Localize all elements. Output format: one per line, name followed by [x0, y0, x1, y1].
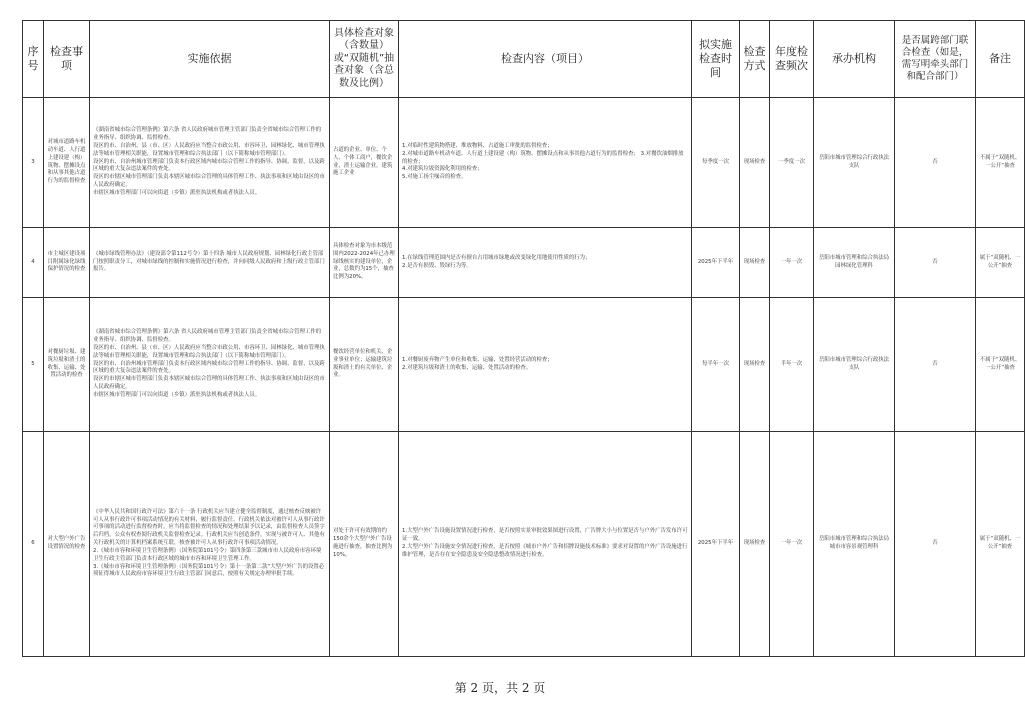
page-footer: 第 2 页，共 2 页 [454, 681, 546, 695]
table-row [23, 432, 1025, 657]
cell-frequency: 一年一次 [770, 432, 814, 657]
header-frequency: 年度检查频次 [770, 21, 814, 98]
cell-time: 每季度一次 [692, 98, 740, 228]
cell-no: 4 [23, 228, 44, 298]
cell-time: 2025年下半年 [692, 432, 740, 657]
header-method: 检查方式 [740, 21, 770, 98]
header-object: 具体检查对象（含数量）或“双随机”抽查对象（含总数及比例） [330, 21, 399, 98]
header-time: 拟实施检查时间 [692, 21, 740, 98]
cell-organization: 岳阳市城市管理综合行政执法支队 [814, 298, 895, 432]
cell-object: 对处于许可有效期的约150余个大型户外广告设施进行抽查，抽查比例为10%。 [330, 432, 399, 657]
cell-joint: 否 [895, 432, 976, 657]
header-no: 序号 [23, 21, 44, 98]
header-row [23, 21, 1025, 98]
cell-organization: 岳阳市城市管理综合行政执法支队 [814, 98, 895, 228]
cell-organization: 岳阳市城市管理和综合执法局城市市容景观管理科 [814, 432, 895, 657]
cell-item: 市主城区建设项目附属绿化绿线保护情况的检查 [44, 228, 90, 298]
cell-joint: 否 [895, 228, 976, 298]
table-row [23, 298, 1025, 432]
cell-method: 现场检查 [740, 298, 770, 432]
cell-content: 1.对餐厨废弃物产生单位和收集、运输、处置经营活动的检查； 2.对建筑垃圾和渣土的收集、运输、处置活动的检查。 [399, 298, 692, 432]
cell-time: 每半年一次 [692, 298, 740, 432]
cell-time: 2025年下半年 [692, 228, 740, 298]
table-row [23, 98, 1025, 228]
cell-organization: 岳阳市城市管理和综合执法局园林绿化管理科 [814, 228, 895, 298]
cell-frequency: 一季度一次 [770, 98, 814, 228]
header-item: 检查事项 [44, 21, 90, 98]
cell-frequency: 一年一次 [770, 228, 814, 298]
cell-basis: 《湖南省城市综合管理条例》第六条 省人民政府城市管理主管部门负责全省城市综合管理工作的业务指导、组织协调、监督检查。 设区的市、自治州、县（市、区）人民政府应当整合市政公用、市容环卫、园林绿化、城市管理执法等城市管理相关职能，设置城市管理和综合执法部门（以下简称城市管理部门）。 设区的市、自治州城市管理部门负责本行政区域内城市综合管理工作的指导、协调、监督，以及跨区域的重大复杂违法案件的查处。 设区的市辖区城市管理部门负责本辖区城市综合管理的具体管理工作、执法事项和区域由设区的市人民政府确定。 市辖区城市管理部门可以向街道（乡镇）派驻执法机构或者执法人员。 [90, 98, 330, 228]
cell-method: 现场检查 [740, 98, 770, 228]
cell-remark: 不属于“双随机、一公开”抽查 [976, 298, 1025, 432]
cell-object: 餐饮经营单位和机关、企业事业单位；运输建筑垃圾和渣土的有关单位、企业。 [330, 298, 399, 432]
cell-frequency: 半年一次 [770, 298, 814, 432]
cell-joint: 否 [895, 98, 976, 228]
cell-no: 5 [23, 298, 44, 432]
cell-basis: 《湖南省城市综合管理条例》第六条 省人民政府城市管理主管部门负责全省城市综合管理工作的业务指导、组织协调、监督检查。 设区的市、自治州、县（市、区）人民政府应当整合市政公用、市容环卫、园林绿化、城市管理执法等城市管理相关职能，设置城市管理和综合执法部门（以下简称城市管理部门）。 设区的市、自治州城市管理部门负责本行政区域内城市综合管理工作的指导、协调、监督，以及跨区域的重大复杂违法案件的查处。 设区的市辖区城市管理部门负责本辖区城市综合管理的具体管理工作、执法事项和区域由设区的市人民政府确定。 市辖区城市管理部门可以向街道（乡镇）派驻执法机构或者执法人员。 [90, 298, 330, 432]
cell-remark: 属于“双随机、一公开”抽查 [976, 432, 1025, 657]
cell-basis: 《中华人民共和国行政许可法》第六十一条 行政机关应当建立健全监督制度，通过核查反映被许可人从事行政许可事项活动情况的有关材料，履行监督责任。行政机关依法对被许可人从事行政许可事项的活动进行监督检查时，应当将监督检查的情况和处理结果予以记录，由监督检查人员签字后归档。公众有权查阅行政机关监督检查记录。行政机关应当创造条件，实现与被许可人、其他有关行政机关的计算机档案系统互联，核查被许可人从事行政许可事项活动情况。 2.《城市市容和环境卫生管理条例》（国务院第101号令）第四条第三款城市市人民政府市容环境卫生行政主管部门负责本行政区域的城市市容和环境卫生管理工作。 3.《城市市容和环境卫生管理条例》（国务院第101号令）第十一条第二款“大型户外广告的设置必须征得城市人民政府市容环境卫生行政主管部门同意后，按照有关规定办理审批手续。 [90, 432, 330, 657]
cell-joint: 否 [895, 298, 976, 432]
cell-remark: 属于“双随机、一公开”抽查 [976, 228, 1025, 298]
header-basis: 实施依据 [90, 21, 330, 98]
cell-basis: 《城市绿线管理办法》（建设部令第112号令）第十四条 城市人民政府规划、园林绿化行政主管部门按照职责分工，对城市绿线的控制和实施情况进行检查，并向同级人民政府和上级行政主管部门报告。 [90, 228, 330, 298]
cell-method: 现场检查 [740, 432, 770, 657]
header-content: 检查内容（项目） [399, 21, 692, 98]
cell-method: 现场检查 [740, 228, 770, 298]
table-row [23, 228, 1025, 298]
cell-content: 1.对临时性建筑物搭建、堆放物料、占道施工审批的监督检查； 2.对城市道路车机动车道、人行道上建设建（构）筑物、摆摊设点和从事其他占道行为的监督检查； 3.对餐饮油烟排放的检查； 4.对建筑垃圾资源化利用的检查； 5.对施工扬尘噪音的检查。 [399, 98, 692, 228]
inspection-table [22, 20, 1025, 657]
cell-no: 6 [23, 432, 44, 657]
cell-object: 占道的企业、单位、个人、个体工商户，餐饮企业，渣土运输企业，建筑施工企业 [330, 98, 399, 228]
cell-no: 3 [23, 98, 44, 228]
cell-content: 1.在绿线管理范围内是否有擅自占用城市绿地或改变绿化用地使用性质的行为； 2.是否有损毁、毁绿行为等。 [399, 228, 692, 298]
header-joint: 是否属跨部门联合检查（如是，需写明牵头部门和配合部门） [895, 21, 976, 98]
cell-content: 1.大型户外广告设施设置情况进行检查，是否按照实景审批效果图进行设置，广告牌大小与位置是否与户外广告发布许可证一致。 2.大型户外广告设施安全情况进行检查，是否按照《城市户外广告和招牌设施技术标准》要求对设置的户外广告设施进行维护管理，是否存在安全隐患及安全隐患整改情况进行检查。 [399, 432, 692, 657]
header-organization: 承办机构 [814, 21, 895, 98]
cell-item: 对城市道路车机动车道、人行道上建设建（构）筑物、摆摊设点和从事其他占道行为的监督检查 [44, 98, 90, 228]
cell-object: 具体检查对象为市本级范围内2022-2024年已办理绿线核实的建设单位，企业，总数约为15个，抽查比例为20%。 [330, 228, 399, 298]
cell-remark: 不属于“双随机、一公开”抽查 [976, 98, 1025, 228]
cell-item: 对餐厨垃圾、建筑垃圾和渣土的收集、运输、处置活动的检查 [44, 298, 90, 432]
header-remark: 备注 [976, 21, 1025, 98]
cell-item: 对大型户外广告设置情况的检查 [44, 432, 90, 657]
